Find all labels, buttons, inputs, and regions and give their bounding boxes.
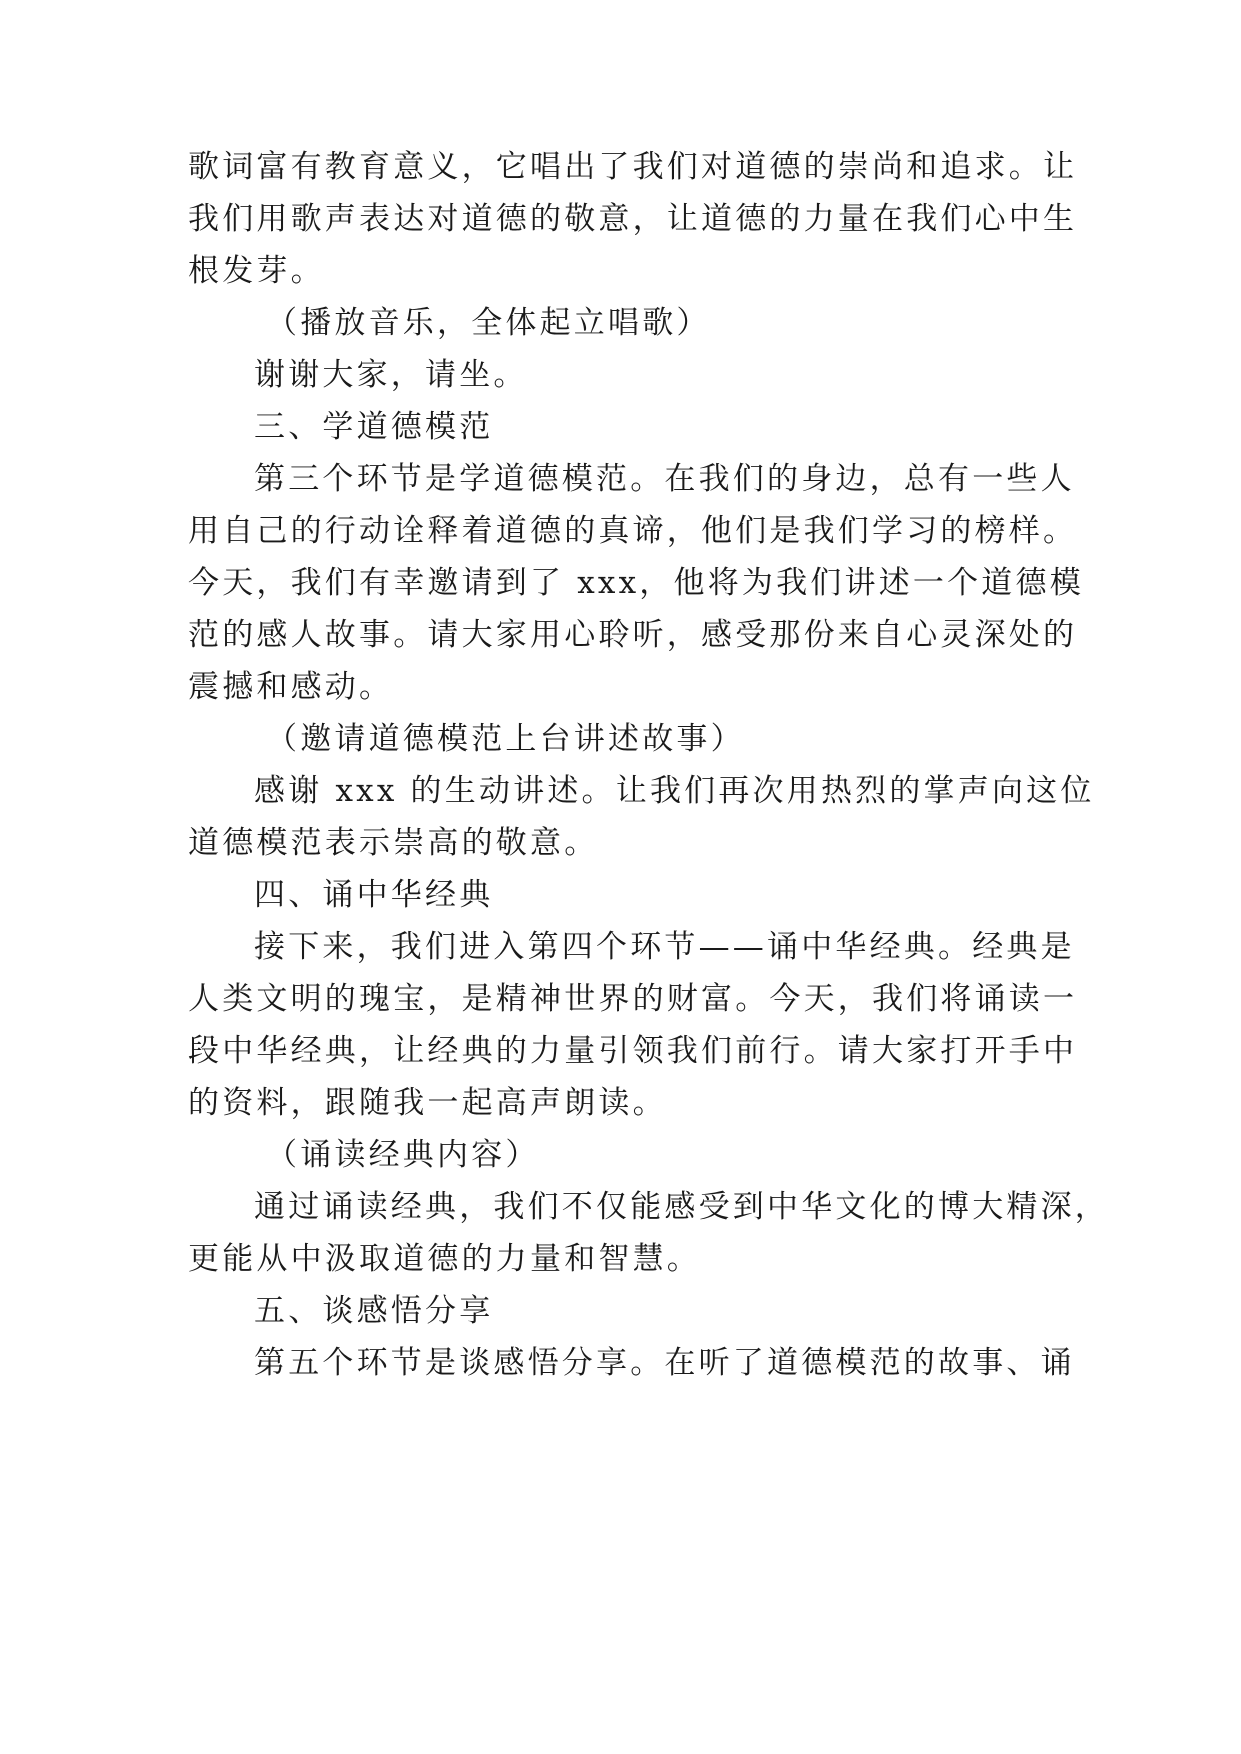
text-line: 第三个环节是学道德模范。在我们的身边，总有一些人 xyxy=(254,461,1075,497)
text-line: 歌词富有教育意义，它唱出了我们对道德的崇尚和追求。让 xyxy=(188,149,1078,185)
text-line: 第五个环节是谈感悟分享。在听了道德模范的故事、诵 xyxy=(254,1345,1075,1381)
text-line: 根发芽。 xyxy=(188,253,325,289)
text-line: 震撼和感动。 xyxy=(188,669,394,705)
section-heading: 四、诵中华经典 xyxy=(254,877,494,913)
text-line: 更能从中汲取道德的力量和智慧。 xyxy=(188,1241,701,1277)
stage-direction: （播放音乐，全体起立唱歌） xyxy=(266,305,711,341)
text-line: 接下来，我们进入第四个环节——诵中华经典。经典是 xyxy=(254,929,1075,965)
stage-direction: （邀请道德模范上台讲述故事） xyxy=(266,721,745,757)
text-line: 我们用歌声表达对道德的敬意，让道德的力量在我们心中生 xyxy=(188,201,1078,237)
text-line: 范的感人故事。请大家用心聆听，感受那份来自心灵深处的 xyxy=(188,617,1078,653)
text-line: 人类文明的瑰宝，是精神世界的财富。今天，我们将诵读一 xyxy=(188,981,1078,1017)
stage-direction: （诵读经典内容） xyxy=(266,1137,540,1173)
text-line: 通过诵读经典，我们不仅能感受到中华文化的博大精深， xyxy=(254,1189,1109,1225)
section-heading: 五、谈感悟分享 xyxy=(254,1293,494,1329)
text-line: 段中华经典，让经典的力量引领我们前行。请大家打开手中 xyxy=(188,1033,1078,1069)
text-line: 用自己的行动诠释着道德的真谛，他们是我们学习的榜样。 xyxy=(188,513,1078,549)
text-line: 道德模范表示崇高的敬意。 xyxy=(188,825,599,861)
text-line: 谢谢大家，请坐。 xyxy=(254,357,528,393)
text-line: 今天，我们有幸邀请到了 xxx，他将为我们讲述一个道德模 xyxy=(188,565,1084,601)
section-heading: 三、学道德模范 xyxy=(254,409,494,445)
text-line: 感谢 xxx 的生动讲述。让我们再次用热烈的掌声向这位 xyxy=(254,773,1095,809)
text-line: 的资料，跟随我一起高声朗读。 xyxy=(188,1085,667,1121)
